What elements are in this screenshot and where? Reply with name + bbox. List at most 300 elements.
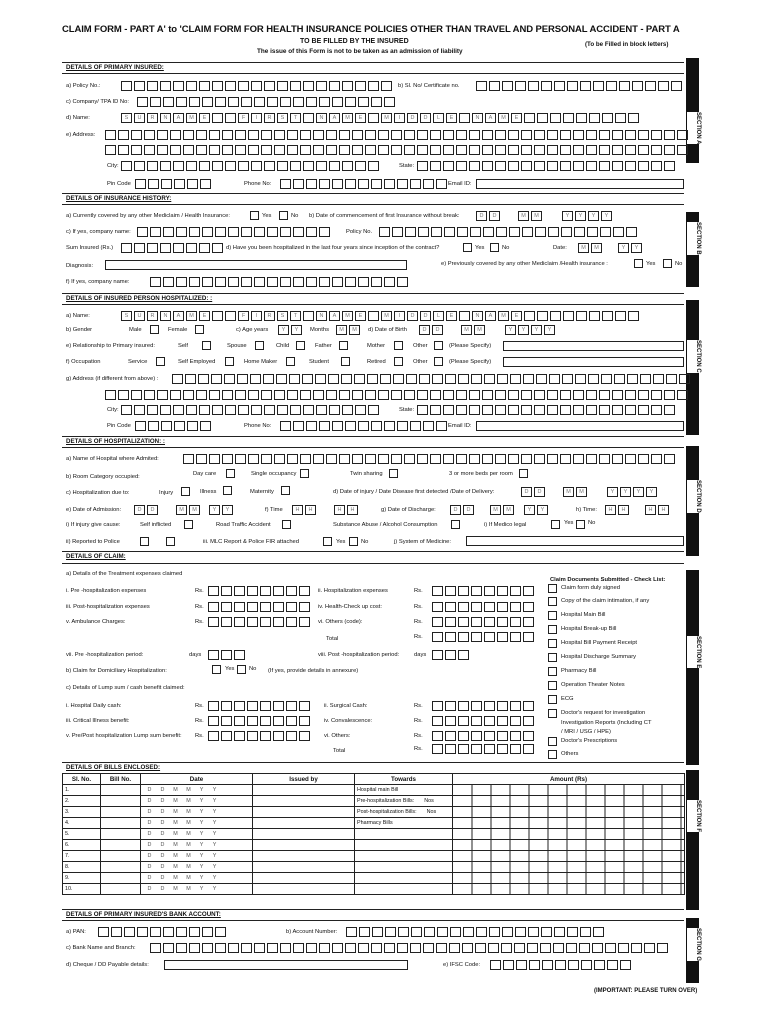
char-box[interactable]	[261, 390, 272, 400]
occ-student-checkbox[interactable]	[341, 357, 350, 366]
char-box[interactable]	[495, 130, 506, 140]
char-box[interactable]	[303, 161, 314, 171]
char-box[interactable]	[547, 130, 558, 140]
char-box[interactable]	[521, 390, 532, 400]
char-box[interactable]	[521, 145, 532, 155]
char-box[interactable]	[241, 277, 252, 287]
char-box[interactable]	[631, 943, 642, 953]
char-box[interactable]	[368, 161, 379, 171]
char-box[interactable]	[105, 130, 116, 140]
char-box[interactable]	[163, 277, 174, 287]
char-box[interactable]	[254, 943, 265, 953]
char-box[interactable]	[274, 130, 285, 140]
doc-checkbox[interactable]	[548, 695, 557, 704]
doc-checkbox[interactable]	[548, 584, 557, 593]
doc-checkbox[interactable]	[548, 681, 557, 690]
char-box[interactable]	[625, 390, 636, 400]
char-box[interactable]	[332, 97, 343, 107]
bill-date-cell[interactable]	[141, 884, 253, 895]
char-box[interactable]	[187, 179, 198, 189]
char-box[interactable]	[484, 716, 495, 726]
char-box[interactable]	[342, 81, 353, 91]
char-box[interactable]	[462, 943, 473, 953]
diagnosis-field[interactable]	[105, 260, 407, 270]
patient-name-boxes[interactable]	[121, 311, 639, 321]
char-box[interactable]	[160, 161, 171, 171]
bill-no-cell[interactable]	[101, 796, 141, 807]
char-box[interactable]: D	[147, 505, 158, 515]
char-box[interactable]	[160, 405, 171, 415]
char-box[interactable]	[313, 145, 324, 155]
admission-min-boxes[interactable]	[334, 505, 358, 515]
char-box[interactable]	[576, 311, 587, 321]
char-box[interactable]	[261, 130, 272, 140]
char-box[interactable]	[671, 81, 682, 91]
policy-boxes-b[interactable]	[379, 227, 637, 237]
char-box[interactable]	[135, 179, 146, 189]
char-box[interactable]	[537, 311, 548, 321]
char-box[interactable]	[345, 943, 356, 953]
char-box[interactable]	[199, 243, 210, 253]
char-box[interactable]	[560, 145, 571, 155]
alt-address-boxes-1[interactable]	[172, 374, 690, 384]
city-boxes[interactable]	[121, 161, 379, 171]
char-box[interactable]	[449, 943, 460, 953]
char-box[interactable]: Y	[518, 325, 529, 335]
char-box[interactable]	[212, 405, 223, 415]
char-box[interactable]: H	[305, 505, 316, 515]
char-box[interactable]	[523, 374, 534, 384]
char-box[interactable]	[484, 744, 495, 754]
char-box[interactable]: S	[277, 113, 288, 123]
char-box[interactable]: N	[160, 113, 171, 123]
char-box[interactable]: M	[186, 113, 197, 123]
char-box[interactable]	[456, 405, 467, 415]
char-box[interactable]: M	[498, 311, 509, 321]
char-box[interactable]	[368, 113, 379, 123]
char-box[interactable]	[508, 390, 519, 400]
char-box[interactable]	[534, 145, 545, 155]
doc-checkbox[interactable]	[548, 597, 557, 606]
char-box[interactable]	[280, 227, 291, 237]
char-box[interactable]	[523, 701, 534, 711]
char-box[interactable]: Y	[562, 211, 573, 221]
char-box[interactable]	[482, 390, 493, 400]
ifsc-boxes[interactable]	[490, 960, 631, 970]
char-box[interactable]	[471, 632, 482, 642]
char-box[interactable]	[208, 650, 219, 660]
char-box[interactable]	[176, 277, 187, 287]
amount-cell[interactable]	[453, 829, 685, 840]
char-box[interactable]	[586, 390, 597, 400]
occ-home-checkbox[interactable]	[286, 357, 295, 366]
char-box[interactable]	[209, 390, 220, 400]
char-box[interactable]	[118, 145, 129, 155]
char-box[interactable]	[458, 650, 469, 660]
char-box[interactable]	[528, 927, 539, 937]
char-box[interactable]	[326, 390, 337, 400]
char-box[interactable]	[238, 405, 249, 415]
char-box[interactable]	[170, 390, 181, 400]
char-box[interactable]	[235, 390, 246, 400]
commencement-month-boxes[interactable]	[518, 211, 542, 221]
char-box[interactable]	[497, 632, 508, 642]
char-box[interactable]	[247, 731, 258, 741]
char-box[interactable]	[352, 145, 363, 155]
char-box[interactable]	[607, 960, 618, 970]
char-box[interactable]: I	[394, 113, 405, 123]
char-box[interactable]	[515, 81, 526, 91]
state-boxes[interactable]	[417, 161, 675, 171]
char-box[interactable]	[189, 97, 200, 107]
char-box[interactable]	[215, 943, 226, 953]
age-months-boxes[interactable]	[336, 325, 360, 335]
char-box[interactable]: Y	[291, 325, 302, 335]
amount-cell[interactable]	[453, 840, 685, 851]
admission-year-boxes[interactable]	[209, 505, 233, 515]
char-box[interactable]	[176, 943, 187, 953]
char-box[interactable]	[534, 161, 545, 171]
char-box[interactable]	[378, 145, 389, 155]
char-box[interactable]	[456, 161, 467, 171]
char-box[interactable]	[260, 586, 271, 596]
char-box[interactable]	[489, 81, 500, 91]
char-box[interactable]	[484, 602, 495, 612]
char-box[interactable]	[391, 145, 402, 155]
issued-by-cell[interactable]	[253, 884, 355, 895]
char-box[interactable]: L	[433, 113, 444, 123]
char-box[interactable]	[319, 421, 330, 431]
char-box[interactable]: U	[134, 113, 145, 123]
char-box[interactable]	[163, 97, 174, 107]
char-box[interactable]: N	[472, 113, 483, 123]
char-box[interactable]	[555, 960, 566, 970]
char-box[interactable]	[147, 81, 158, 91]
char-box[interactable]	[653, 374, 664, 384]
char-box[interactable]	[186, 81, 197, 91]
char-box[interactable]	[391, 390, 402, 400]
char-box[interactable]	[339, 454, 350, 464]
char-box[interactable]	[523, 586, 534, 596]
char-box[interactable]	[212, 81, 223, 91]
char-box[interactable]	[200, 179, 211, 189]
char-box[interactable]	[404, 145, 415, 155]
char-box[interactable]	[589, 311, 600, 321]
char-box[interactable]	[508, 405, 519, 415]
char-box[interactable]	[677, 130, 688, 140]
char-box[interactable]	[277, 405, 288, 415]
expense-right-boxes[interactable]	[432, 602, 534, 612]
char-box[interactable]	[550, 311, 561, 321]
char-box[interactable]	[618, 943, 629, 953]
char-box[interactable]	[576, 113, 587, 123]
char-box[interactable]	[286, 602, 297, 612]
char-box[interactable]	[150, 927, 161, 937]
bill-date-cell[interactable]	[141, 807, 253, 818]
char-box[interactable]	[508, 130, 519, 140]
char-box[interactable]	[234, 617, 245, 627]
char-box[interactable]: A	[485, 113, 496, 123]
char-box[interactable]	[196, 454, 207, 464]
char-box[interactable]	[430, 405, 441, 415]
char-box[interactable]	[135, 421, 146, 431]
char-box[interactable]	[574, 227, 585, 237]
char-box[interactable]	[443, 390, 454, 400]
char-box[interactable]	[606, 81, 617, 91]
char-box[interactable]: R	[147, 113, 158, 123]
char-box[interactable]: M	[578, 243, 589, 253]
char-box[interactable]	[588, 374, 599, 384]
issued-by-cell[interactable]	[253, 851, 355, 862]
char-box[interactable]	[502, 81, 513, 91]
char-box[interactable]	[316, 161, 327, 171]
char-box[interactable]	[221, 586, 232, 596]
char-box[interactable]	[261, 454, 272, 464]
char-box[interactable]	[299, 617, 310, 627]
char-box[interactable]	[644, 943, 655, 953]
char-box[interactable]	[482, 454, 493, 464]
char-box[interactable]: M	[342, 113, 353, 123]
dob-month-boxes[interactable]	[461, 325, 485, 335]
char-box[interactable]	[198, 374, 209, 384]
char-box[interactable]	[497, 744, 508, 754]
char-box[interactable]	[358, 97, 369, 107]
discharge-hour-boxes[interactable]	[605, 505, 629, 515]
char-box[interactable]	[326, 130, 337, 140]
char-box[interactable]	[423, 421, 434, 431]
char-box[interactable]	[521, 161, 532, 171]
char-box[interactable]	[508, 161, 519, 171]
char-box[interactable]	[121, 81, 132, 91]
char-box[interactable]	[263, 374, 274, 384]
char-box[interactable]: Y	[633, 487, 644, 497]
hosp-yes-checkbox[interactable]	[463, 243, 472, 252]
char-box[interactable]	[458, 632, 469, 642]
char-box[interactable]	[260, 731, 271, 741]
char-box[interactable]	[482, 161, 493, 171]
char-box[interactable]	[247, 701, 258, 711]
char-box[interactable]	[286, 731, 297, 741]
doc-checkbox[interactable]	[548, 611, 557, 620]
char-box[interactable]	[221, 650, 232, 660]
female-checkbox[interactable]	[195, 325, 204, 334]
char-box[interactable]	[523, 632, 534, 642]
char-box[interactable]	[228, 97, 239, 107]
char-box[interactable]	[208, 731, 219, 741]
char-box[interactable]	[137, 927, 148, 937]
char-box[interactable]	[286, 716, 297, 726]
char-box[interactable]	[445, 586, 456, 596]
char-box[interactable]	[315, 374, 326, 384]
char-box[interactable]	[273, 731, 284, 741]
char-box[interactable]	[225, 405, 236, 415]
char-box[interactable]	[248, 390, 259, 400]
char-box[interactable]	[183, 390, 194, 400]
issued-by-cell[interactable]	[253, 807, 355, 818]
char-box[interactable]	[522, 227, 533, 237]
char-box[interactable]	[445, 731, 456, 741]
char-box[interactable]: D	[134, 505, 145, 515]
char-box[interactable]: Y	[601, 211, 612, 221]
char-box[interactable]: I	[394, 311, 405, 321]
char-box[interactable]	[150, 227, 161, 237]
char-box[interactable]	[267, 227, 278, 237]
expense-right-boxes[interactable]	[432, 586, 534, 596]
admission-day-boxes[interactable]	[134, 505, 158, 515]
amount-cell[interactable]	[453, 785, 685, 796]
char-box[interactable]	[397, 943, 408, 953]
char-box[interactable]	[419, 374, 430, 384]
char-box[interactable]	[293, 97, 304, 107]
char-box[interactable]	[515, 927, 526, 937]
char-box[interactable]: S	[121, 113, 132, 123]
char-box[interactable]	[183, 454, 194, 464]
char-box[interactable]: Y	[607, 487, 618, 497]
char-box[interactable]	[471, 617, 482, 627]
issued-by-cell[interactable]	[253, 873, 355, 884]
char-box[interactable]	[287, 390, 298, 400]
char-box[interactable]	[208, 586, 219, 596]
char-box[interactable]	[677, 390, 688, 400]
admission-month-boxes[interactable]	[176, 505, 200, 515]
char-box[interactable]	[599, 130, 610, 140]
char-box[interactable]	[550, 113, 561, 123]
char-box[interactable]	[212, 311, 223, 321]
char-box[interactable]	[202, 97, 213, 107]
char-box[interactable]	[432, 586, 443, 596]
char-box[interactable]	[247, 716, 258, 726]
char-box[interactable]	[254, 277, 265, 287]
occ-service-checkbox[interactable]	[156, 357, 165, 366]
doc-checkbox[interactable]	[548, 709, 557, 718]
char-box[interactable]	[385, 927, 396, 937]
char-box[interactable]	[605, 943, 616, 953]
char-box[interactable]	[548, 227, 559, 237]
char-box[interactable]: Y	[537, 505, 548, 515]
char-box[interactable]	[450, 927, 461, 937]
char-box[interactable]	[222, 454, 233, 464]
char-box[interactable]	[458, 602, 469, 612]
char-box[interactable]	[432, 374, 443, 384]
char-box[interactable]	[540, 943, 551, 953]
amount-cell[interactable]	[453, 807, 685, 818]
char-box[interactable]	[131, 130, 142, 140]
char-box[interactable]	[490, 960, 501, 970]
char-box[interactable]: E	[446, 311, 457, 321]
char-box[interactable]	[417, 405, 428, 415]
char-box[interactable]	[626, 227, 637, 237]
char-box[interactable]	[293, 227, 304, 237]
char-box[interactable]	[547, 454, 558, 464]
char-box[interactable]	[313, 454, 324, 464]
char-box[interactable]	[567, 81, 578, 91]
account-boxes[interactable]	[346, 927, 604, 937]
char-box[interactable]	[436, 943, 447, 953]
char-box[interactable]	[529, 960, 540, 970]
char-box[interactable]	[443, 161, 454, 171]
char-box[interactable]	[355, 405, 366, 415]
char-box[interactable]	[225, 161, 236, 171]
char-box[interactable]	[614, 374, 625, 384]
domiciliary-no-checkbox[interactable]	[237, 665, 246, 674]
char-box[interactable]	[397, 421, 408, 431]
char-box[interactable]	[147, 161, 158, 171]
char-box[interactable]	[264, 81, 275, 91]
issued-by-cell[interactable]	[253, 796, 355, 807]
issued-by-cell[interactable]	[253, 818, 355, 829]
char-box[interactable]	[458, 731, 469, 741]
char-box[interactable]: U	[134, 311, 145, 321]
char-box[interactable]	[586, 145, 597, 155]
char-box[interactable]	[222, 390, 233, 400]
char-box[interactable]: Y	[222, 505, 233, 515]
char-box[interactable]: M	[503, 505, 514, 515]
char-box[interactable]	[573, 130, 584, 140]
char-box[interactable]	[121, 161, 132, 171]
char-box[interactable]	[354, 374, 365, 384]
char-box[interactable]	[404, 130, 415, 140]
char-box[interactable]	[471, 716, 482, 726]
char-box[interactable]	[306, 277, 317, 287]
char-box[interactable]	[523, 731, 534, 741]
char-box[interactable]	[341, 374, 352, 384]
char-box[interactable]	[625, 405, 636, 415]
char-box[interactable]	[497, 586, 508, 596]
bill-date-cell[interactable]	[141, 829, 253, 840]
char-box[interactable]	[615, 311, 626, 321]
char-box[interactable]	[299, 716, 310, 726]
char-box[interactable]	[286, 701, 297, 711]
char-box[interactable]: M	[336, 325, 347, 335]
char-box[interactable]	[212, 113, 223, 123]
char-box[interactable]	[208, 617, 219, 627]
char-box[interactable]	[371, 943, 382, 953]
company-name-f-boxes[interactable]	[150, 277, 408, 287]
char-box[interactable]	[228, 943, 239, 953]
cause-self-checkbox[interactable]	[184, 520, 193, 529]
char-box[interactable]	[482, 405, 493, 415]
char-box[interactable]	[144, 145, 155, 155]
char-box[interactable]	[105, 390, 116, 400]
char-box[interactable]	[267, 97, 278, 107]
char-box[interactable]: Y	[524, 505, 535, 515]
char-box[interactable]	[264, 161, 275, 171]
char-box[interactable]	[563, 311, 574, 321]
char-box[interactable]	[319, 277, 330, 287]
char-box[interactable]	[458, 374, 469, 384]
char-box[interactable]	[568, 960, 579, 970]
char-box[interactable]	[458, 701, 469, 711]
char-box[interactable]	[651, 405, 662, 415]
char-box[interactable]	[488, 943, 499, 953]
expense-left-boxes[interactable]	[208, 617, 310, 627]
char-box[interactable]	[599, 454, 610, 464]
char-box[interactable]: F	[238, 311, 249, 321]
char-box[interactable]	[444, 227, 455, 237]
char-box[interactable]	[280, 97, 291, 107]
char-box[interactable]	[368, 81, 379, 91]
due-injury-checkbox[interactable]	[181, 487, 190, 496]
medico-yes-checkbox[interactable]	[551, 520, 560, 529]
char-box[interactable]	[514, 943, 525, 953]
char-box[interactable]	[592, 943, 603, 953]
char-box[interactable]	[664, 454, 675, 464]
char-box[interactable]	[510, 374, 521, 384]
char-box[interactable]	[523, 617, 534, 627]
char-box[interactable]	[144, 130, 155, 140]
char-box[interactable]	[274, 454, 285, 464]
char-box[interactable]	[234, 716, 245, 726]
